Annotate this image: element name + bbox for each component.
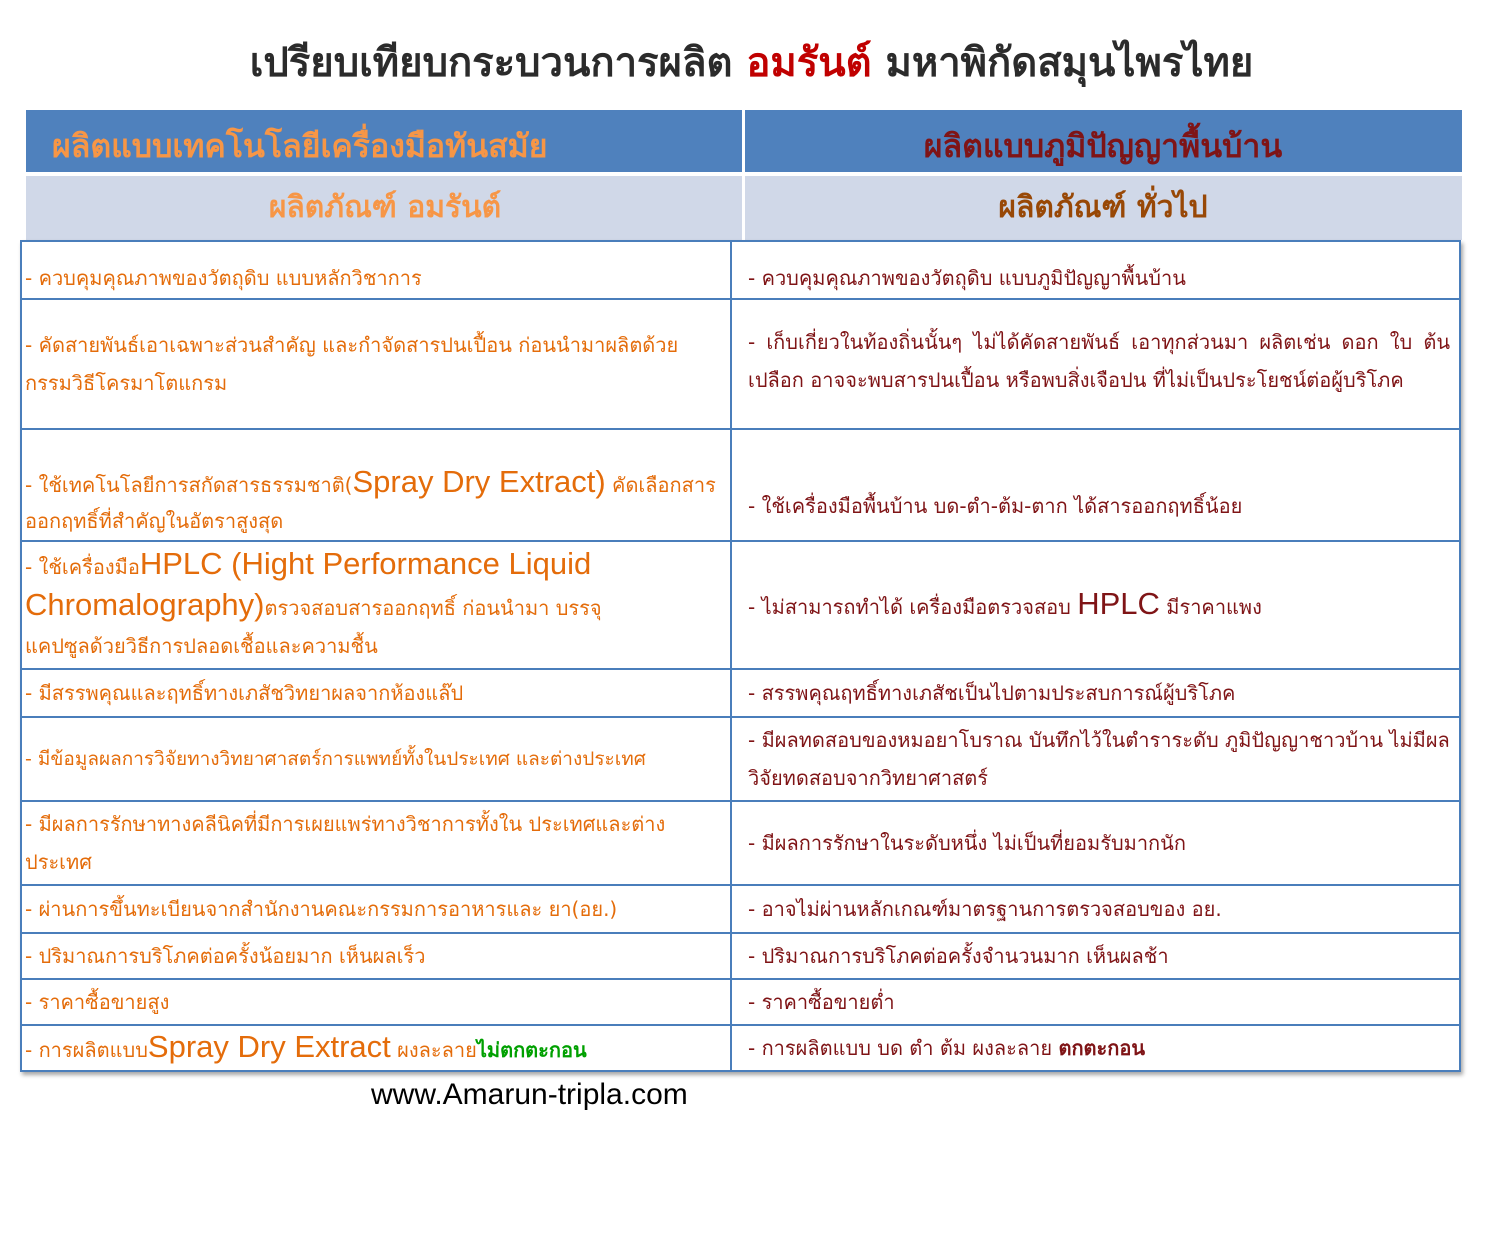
row-7-left-text: - มีผลการรักษาทางคลีนิคที่มีการเผยแพร่ทางวิชาการทั้งใน ประเทศและต่างประเทศ [25,812,666,874]
table-row-1-right: - ควบคุมคุณภาพของวัตถุดิบ แบบภูมิปัญญาพื้นบ้าน [748,266,1186,290]
table-row-6-right [744,718,1456,800]
table-row-5-right: - สรรพคุณฤทธิ์ทางเภสัชเป็นไปตามประสบการณ์ผู้บริโภค [748,681,1236,705]
table-row-7-left [22,802,728,884]
table-row-8-right: - อาจไม่ผ่านหลักเกณฑ์มาตรฐานการตรวจสอบของ อย. [748,897,1222,921]
row-11-left-text [25,1028,587,1069]
table-row-10-right: - ราคาซื้อขายต่ำ [748,990,895,1014]
table-row-3-right: - ใช้เครื่องมือพื้นบ้าน บด-ตำ-ต้ม-ตาก ได้สารออกฤทธิ์น้อย [748,494,1243,518]
title-part2: มหาพิกัดสมุนไพรไทย [871,39,1254,86]
row-4-left-c: ตรวจสอบสารออกฤทธิ์ ก่อนนำมา บรรจุแคปซูลด้วยวิธีการปลอดเชื้อและความชื้น [25,596,602,658]
subheader-left: ผลิตภัณฑ์ อมรันต์ [268,190,502,225]
table-row-9-right: - ปริมาณการบริโภคต่อครั้งจำนวนมาก เห็นผลช้า [748,944,1169,968]
row-4-right-a: - ไม่สามารถทำได้ เครื่องมือตรวจสอบ [748,594,1078,619]
row-4-left-a: - ใช้เครื่องมือ [25,555,140,579]
row-divider [22,428,1459,430]
table-row-10-left: - ราคาซื้อขายสูง [25,990,170,1014]
header-right: ผลิตแบบภูมิปัญญาพื้นบ้าน [923,127,1283,165]
row-11-right-b: ตกตะกอน [1058,1036,1146,1060]
table-row-6-left: - มีข้อมูลผลการวิจัยทางวิทยาศาสตร์การแพทย์ทั้งในประเทศ และต่างประเทศ [25,748,646,770]
table-row-11-right [744,1026,1456,1070]
row-11-right-text [748,1029,1145,1067]
header-left: ผลิตแบบเทคโนโลยีเครื่องมือทันสมัย [52,127,548,165]
table-row-2-left [22,300,728,428]
row-4-right-c: มีราคาแพง [1159,594,1262,619]
row-11-left-d: ไม่ตกตะกอน [476,1037,587,1062]
title-highlight: อมรันต์ [746,39,872,86]
row-11-left-c: ผงละลาย [390,1037,477,1062]
page-title [0,30,1503,94]
table-row-1-left: - ควบคุมคุณภาพของวัตถุดิบ แบบหลักวิชาการ [25,266,422,290]
row-2-right-text: - เก็บเกี่ยวในท้องถิ่นนั้นๆ ไม่ได้คัดสายพันธ์ เอาทุกส่วนมา ผลิตเช่น ดอก ใบ ต้น เปลือก อาจจะพบสารปนเปื้อน หรือพบสิ่งเจือปน ที่ไม่เป็นประโยชน์ต่อผู้บริโภค [748,330,1450,392]
table-row-3-left [22,462,728,540]
row-11-left-a: - การผลิตแบบ [25,1037,148,1062]
row-11-left-b: Spray Dry Extract [147,1028,391,1064]
subheader-right: ผลิตภัณฑ์ ทั่วไป [998,190,1208,225]
row-4-left-b: HPLC (Hight Performance Liquid Chromalography) [25,546,592,622]
row-3-left-c: คัดเลือกสารออกฤทธิ์ที่สำคัญในอัตราสูงสุด [25,472,716,533]
website-url: www.Amarun-tripla.com [371,1078,688,1111]
table-row-2-right [744,302,1456,420]
table-row-8-left: - ผ่านการขึ้นทะเบียนจากสำนักงานคณะกรรมการอาหารและ ยา(อย.) [25,897,618,921]
row-4-right-text [748,585,1262,626]
row-11-right-a: - การผลิตแบบ บด ตำ ต้ม ผงละลาย [748,1036,1059,1060]
table-subheader [26,176,1462,240]
table-header [26,110,1462,172]
column-divider [730,242,732,1070]
table-row-7-right: - มีผลการรักษาในระดับหนึ่ง ไม่เป็นที่ยอมรับมากนัก [748,831,1186,855]
table-row-5-left: - มีสรรพคุณและฤทธิ์ทางเภสัชวิทยาผลจากห้องแล๊ป [25,681,464,705]
row-6-right-text: - มีผลทดสอบของหมอยาโบราณ บันทึกไว้ในตำราระดับ ภูมิปัญญาชาวบ้าน ไม่มีผลวิจัยทดสอบจากวิทยาศาสตร์ [748,728,1450,790]
comparison-table [20,240,1461,1072]
row-4-right-b: HPLC [1077,585,1160,621]
row-3-left-b: Spray Dry Extract) [352,463,606,499]
row-3-left-text [25,464,722,539]
table-row-4-left [22,542,728,668]
row-3-left-a: - ใช้เทคโนโลยีการสกัดสารธรรมชาติ( [25,472,353,497]
row-2-left-text: - คัดสายพันธ์เอาเฉพาะส่วนสำคัญ และกำจัดสารปนเปื้อน ก่อนนำมาผลิตด้วยกรรมวิธีโครมาโตแกรม [25,333,679,395]
table-row-11-left [22,1026,728,1070]
table-row-4-right [744,542,1456,668]
row-4-left-text [25,545,648,665]
table-row-9-left: - ปริมาณการบริโภคต่อครั้งน้อยมาก เห็นผลเร็ว [25,944,426,968]
title-part1: เปรียบเทียบกระบวนการผลิต [249,39,747,86]
